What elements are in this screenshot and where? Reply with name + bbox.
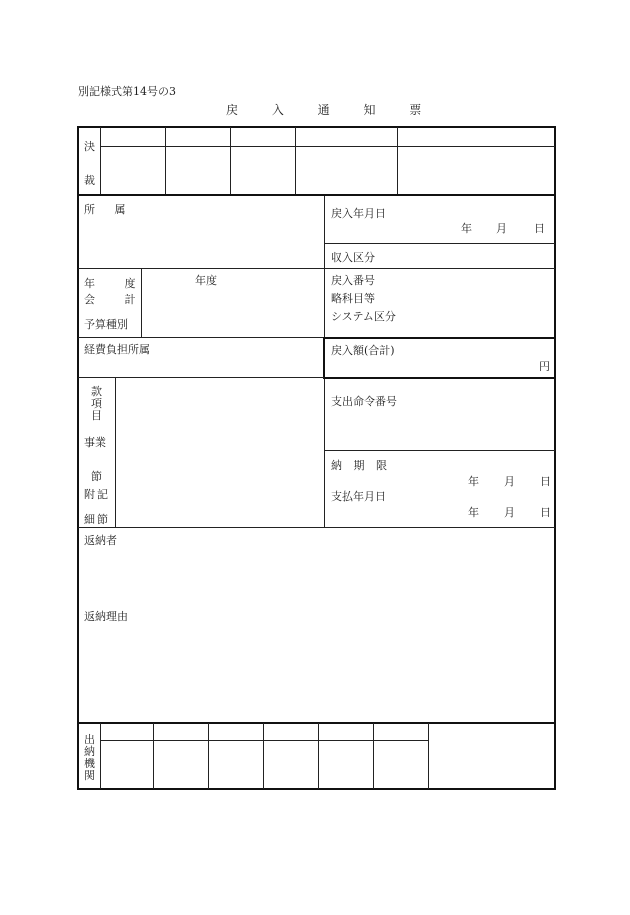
return-date-year: 年 — [461, 222, 472, 235]
deadline-label: 納 期 限 — [331, 459, 387, 472]
return-date-day: 日 — [534, 222, 545, 235]
returner-label: 返納者 — [84, 534, 117, 547]
treasury-col-3 — [263, 723, 264, 789]
amount-box-bottom — [324, 377, 555, 379]
budget-bottom — [78, 527, 555, 528]
budget-kou-label: 項 — [91, 397, 102, 410]
treasury-hline — [100, 740, 428, 741]
payment-date-year: 年 — [468, 506, 479, 519]
approval-col-3 — [295, 127, 296, 195]
treasury-col-6 — [428, 723, 429, 789]
form-code: 別記様式第14号の3 — [78, 85, 176, 98]
border-right — [554, 126, 556, 790]
mid-divider-2 — [324, 379, 325, 527]
deadline-day: 日 — [540, 475, 551, 488]
approval-col-2 — [230, 127, 231, 195]
reason-label: 返納理由 — [84, 610, 128, 623]
border-bottom — [77, 788, 556, 790]
mid-divider-1 — [324, 196, 325, 337]
fiscal-year-label: 年 度 — [84, 277, 136, 290]
payment-date-day: 日 — [540, 506, 551, 519]
treasury-col-1 — [153, 723, 154, 789]
treasury-label-4: 関 — [84, 769, 95, 782]
payment-order-label: 支出命令番号 — [331, 395, 397, 408]
approval-divider — [100, 127, 101, 195]
deadline-month: 月 — [504, 475, 515, 488]
border-top — [77, 126, 556, 128]
fiscal-year-value: 年度 — [195, 274, 217, 287]
budget-jigyou-label: 事業 — [84, 436, 106, 449]
budget-setsu-label: 節 — [91, 470, 102, 483]
treasury-label-1: 出 — [84, 733, 95, 746]
form-title: 戻 入 通 知 票 — [226, 103, 422, 117]
approval-hline — [100, 146, 555, 147]
amount-box-left — [323, 337, 325, 379]
return-number-label: 戻入番号 — [331, 274, 375, 287]
approval-label-1: 決 — [84, 140, 95, 153]
payment-order-bottom — [324, 450, 555, 451]
return-date-label: 戻入年月日 — [331, 207, 386, 220]
approval-label-2: 裁 — [84, 174, 95, 187]
approval-col-4 — [397, 127, 398, 195]
cost-bearing-label: 経費負担所属 — [84, 343, 150, 356]
budget-fuki-label: 附記 — [84, 488, 110, 501]
fiscal-budget-type-label: 予算種別 — [84, 318, 128, 331]
treasury-col-4 — [318, 723, 319, 789]
revenue-category-label: 収入区分 — [331, 251, 375, 264]
budget-label-divider — [115, 378, 116, 527]
payment-date-month: 月 — [504, 506, 515, 519]
approval-col-1 — [165, 127, 166, 195]
return-date-bottom — [324, 243, 555, 244]
return-date-month: 月 — [496, 222, 507, 235]
treasury-label-2: 納 — [84, 745, 95, 758]
treasury-col-5 — [373, 723, 374, 789]
budget-moku-label: 目 — [91, 409, 102, 422]
system-category-label: システム区分 — [331, 310, 396, 323]
affiliation-bottom — [78, 268, 555, 269]
treasury-top — [78, 722, 555, 724]
treasury-label-divider — [100, 723, 101, 789]
return-amount-label: 戻入額(合計) — [331, 344, 395, 357]
budget-kan-label: 款 — [91, 385, 102, 398]
border-left — [77, 126, 79, 790]
fiscal-account-label: 会 計 — [84, 293, 136, 306]
fiscal-label-divider — [141, 269, 142, 337]
abbrev-item-label: 略科目等 — [331, 292, 375, 305]
budget-saisetsu-label: 細節 — [84, 513, 110, 526]
approval-bottom — [78, 194, 555, 196]
treasury-col-2 — [208, 723, 209, 789]
return-amount-unit: 円 — [539, 360, 550, 373]
affiliation-label: 所 属 — [84, 203, 126, 216]
payment-date-label: 支払年月日 — [331, 490, 386, 503]
deadline-year: 年 — [468, 475, 479, 488]
treasury-label-3: 機 — [84, 757, 95, 770]
amount-box-top — [324, 337, 555, 339]
